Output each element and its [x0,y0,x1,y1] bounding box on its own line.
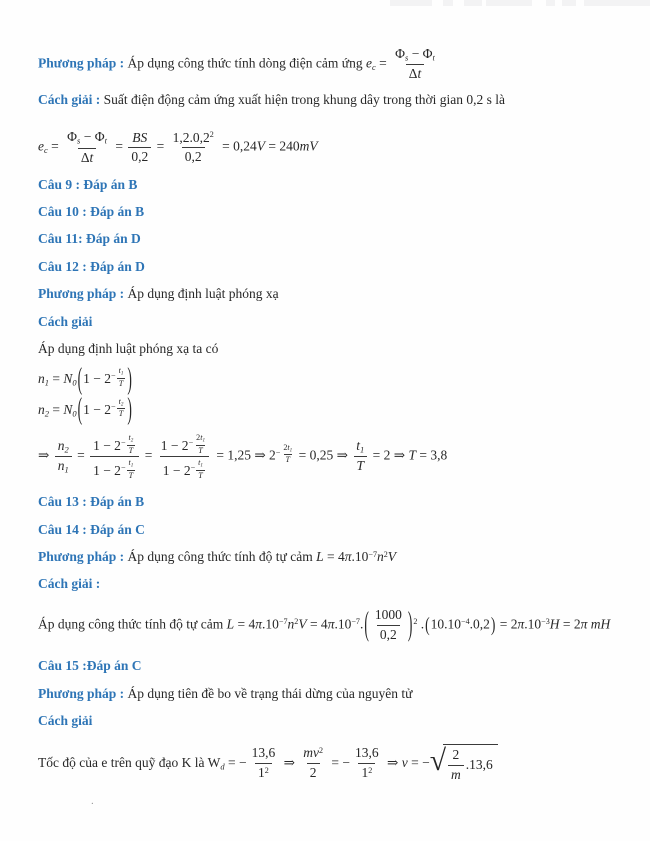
text-run: . [359,616,364,632]
math-variable: mV [299,139,318,155]
fraction [372,607,405,644]
answer-q9-line [38,175,626,196]
subscript: 1 [44,378,49,389]
heading-label: Cách giải : [38,576,101,592]
superscript: −3 [541,617,550,627]
subscript: 1 [360,444,365,455]
text-run: = − [224,754,247,770]
heading-label: Phương pháp : [38,549,125,565]
text-run: 10.10 [430,616,461,632]
fraction [352,745,382,782]
math-variable: e [365,55,372,71]
text-run: ⇒ [383,754,402,770]
text-run: = [375,55,391,71]
text-run: 1,2.0,2 [172,129,210,145]
fraction [117,366,126,388]
superscript: 2 [368,765,373,775]
superscript [191,458,206,480]
text-run: = 2 ⇒ [369,447,409,463]
subscript: c [44,145,48,156]
math-variable: V [387,549,397,565]
fraction [55,438,72,475]
subscript: 1 [64,464,69,475]
text-run: = − [407,754,430,770]
fraction-denominator [284,454,293,464]
subscript: 1 [202,437,205,444]
text-run: = [73,447,89,463]
math-variable: n [377,549,384,565]
heading-label: Câu 15 :Đáp án C [38,658,142,674]
text-run: − [111,372,116,382]
fraction-denominator [78,148,96,167]
subscript: d [220,761,225,772]
superscript: −7 [351,617,360,627]
subscript: 2 [130,437,134,444]
text-run: = 240 [265,139,300,155]
fraction [127,433,136,455]
radicand [443,744,498,784]
fraction-denominator [127,470,136,480]
text-run: .10 [334,616,352,632]
fraction-denominator [196,470,205,480]
text-run: 2 [196,433,201,443]
heading-label: Câu 11: Đáp án D [38,231,141,247]
fraction [64,129,110,166]
text-run: 1 − 2 [160,438,189,454]
math-variable: T [198,445,203,455]
fraction [448,747,464,784]
heading-label: Phương pháp : [38,685,125,701]
fraction-numerator [300,745,326,763]
answer-q12-line [38,257,626,278]
text-run: 1 − 2 [83,402,112,418]
radical-sign: √ [429,744,446,777]
fraction-denominator [117,408,126,418]
text-run: Φ [67,129,78,145]
math-variable: T [408,447,416,463]
fraction-numerator [127,433,136,444]
superscript: 2 [264,765,269,775]
fraction-numerator [55,438,72,456]
fraction-denominator [358,763,375,782]
fraction [128,130,151,167]
open-paren: ( [77,391,83,426]
text-run: 1 − 2 [162,463,191,479]
method-q8-line [38,46,626,83]
fraction-denominator [196,445,205,455]
math-variable: m [451,766,461,782]
fraction-numerator [170,130,217,148]
fraction-denominator [55,456,72,475]
superscript [189,433,208,455]
heading-label: Câu 14 : Đáp án C [38,521,145,537]
scan-artifact [443,0,453,6]
close-paren: ) [127,391,132,426]
math-variable: L [316,549,324,565]
text-run: − [120,463,126,473]
emf-formula-line [38,129,626,166]
text-run: 0,2 [184,149,202,165]
fraction [127,458,136,480]
superscript [276,443,295,465]
method-q15-line [38,684,626,705]
text-run: 2 [283,442,288,452]
text-run: − [111,402,116,412]
fraction [196,458,205,480]
math-variable: N [63,371,73,387]
subscript: 2 [44,408,49,419]
method-q14-line [38,547,626,568]
text-run: = 1,25 ⇒ 2 [212,447,276,463]
superscript: 2 [294,617,299,627]
subscript: s [405,52,409,63]
text-run: Áp dụng tiên đề bo về trạng thái dừng của nguyên tử [124,685,413,701]
text-run: 0,2 [131,149,149,165]
math-variable: n [287,616,295,632]
fraction-numerator [194,433,207,444]
solution-q8-line [38,90,626,111]
math-variable: n [38,402,45,418]
fraction [392,46,438,83]
fraction-denominator [160,456,209,480]
math-variable: t [118,366,121,376]
math-variable: N [63,402,73,418]
text-run: = 4 [323,549,345,565]
text-run: .10 [262,616,279,632]
superscript [111,397,126,419]
subscript: c [371,62,376,73]
fraction [158,433,211,480]
math-variable: V [298,616,307,632]
fraction [170,130,217,167]
math-variable: t [200,433,203,443]
text-run: Φ [395,46,405,61]
close-paren: ) [407,604,413,642]
subscript: s [77,136,81,147]
text-run: 1000 [374,607,402,623]
fraction-numerator [117,366,126,377]
fraction-denominator [128,147,151,166]
math-variable: mv [303,745,319,761]
text-run: = [47,139,63,155]
text-run: .13,6 [465,756,493,772]
open-paren: ( [425,612,430,636]
math-variable: T [128,470,134,480]
scan-artifact [584,0,650,6]
fraction-numerator [372,607,405,625]
fraction [249,745,279,782]
math-variable: t [128,458,131,468]
math-variable: n [57,458,65,474]
math-variable: T [118,378,124,388]
text-run: Áp dụng định luật phóng xạ ta có [38,341,219,357]
math-variable: π [344,549,352,565]
superscript: 2 [209,130,214,140]
math-variable: V [256,139,265,155]
text-run: = [49,402,64,418]
text-run: Δ [408,66,418,82]
answer-q13-line [38,492,626,513]
superscript: −4 [461,617,470,627]
math-variable: π [580,616,588,632]
answer-q10-line [38,202,626,223]
superscript: −7 [368,549,377,559]
heading-label: Câu 13 : Đáp án B [38,494,145,510]
text-run: = 2 [496,616,518,632]
solution-heading-q12-line [38,312,626,333]
text-run: = 3,8 [416,447,448,463]
math-variable: n [57,437,65,453]
heading-label: Phương pháp : [38,55,125,71]
text-run: 1 − 2 [83,371,112,387]
superscript: 2 [413,617,418,627]
superscript: 2 [319,745,324,755]
text-run: = [153,139,168,155]
text-run: − [120,438,126,448]
math-variable: T [285,454,291,464]
fraction-numerator [117,397,126,408]
math-variable: t [89,149,94,165]
text-run: = [141,447,156,463]
math-variable: T [128,445,134,455]
math-variable: π [327,616,335,632]
fraction-numerator [127,458,136,469]
subscript: t [432,52,435,63]
open-paren: ( [364,604,369,642]
fraction-numerator [158,433,211,456]
subscript: 1 [130,462,134,469]
fraction-denominator [117,378,126,388]
fraction-denominator [354,456,368,475]
subscript: 2 [64,444,69,455]
document-content [38,46,626,810]
text-run: Áp dụng công thức tính dòng điện cảm ứng [124,55,366,71]
text-run: ⇒ [38,447,53,463]
text-run: − Φ [408,46,433,61]
answer-q14-line [38,520,626,541]
text-run: = [49,371,64,387]
math-variable: T [118,409,124,419]
fraction-numerator [249,745,279,763]
orbit-k-speed-formula-line [38,744,626,784]
method-q12-line [38,284,626,305]
superscript: −7 [278,617,288,627]
answer-q15-line [38,656,626,677]
solution-heading-q15-line [38,711,626,732]
radical [430,744,498,784]
math-variable: t [417,66,422,82]
fraction-denominator [255,763,272,782]
close-paren: ) [490,612,496,636]
text-run: 13,6 [355,745,379,761]
math-variable: BS [132,129,148,145]
text-run: Áp dụng công thức tính độ tự cảm [38,616,227,632]
math-variable: t [128,433,131,443]
fraction-numerator [352,745,382,763]
fraction-numerator [353,438,367,456]
text-run: .10 [524,616,542,632]
text-run: − [190,463,196,473]
close-paren: ) [127,360,132,396]
heading-label: Phương pháp : [38,286,125,302]
fraction-numerator [129,130,150,148]
text-run: − [275,448,281,458]
math-variable: t [118,397,121,407]
fraction-numerator [64,129,110,147]
text-run: Áp dụng công thức tính độ tự cảm [124,549,317,565]
text-run: Suất điện động cảm ứng xuất hiện trong khung dây trong thời gian 0,2 s là [100,91,506,107]
fraction-denominator [127,445,136,455]
text-run: 2 [309,765,317,781]
text-run: Áp dụng định luật phóng xạ [124,286,279,302]
text-run: 2 [452,746,460,762]
math-variable: T [356,458,365,474]
text-run: = [111,139,127,155]
fraction-numerator [90,433,139,456]
text-run: 1 [257,765,265,781]
heading-label: Cách giải [38,313,93,329]
scan-artifact [562,0,576,6]
scan-artifact [464,0,482,6]
fraction [117,397,126,419]
subscript: 1 [289,447,293,454]
fraction [353,438,367,475]
superscript [111,366,126,388]
text-run: = 2 [559,616,581,632]
fraction-numerator [392,46,438,64]
text-run: . [417,616,425,632]
subscript: 2 [120,401,124,408]
text-run: ⇒ [280,754,299,770]
fraction-denominator [182,147,205,166]
text-run: = 0,25 ⇒ [295,447,352,463]
ratio-formula-line [38,433,626,480]
text-run: 13,6 [251,745,276,761]
superscript [121,433,136,455]
fraction-denominator [406,64,424,83]
math-variable: H [549,616,560,632]
fraction [281,443,294,465]
fraction [90,433,139,480]
math-variable: t [356,438,361,454]
text-run: .0,2 [469,616,490,632]
fraction-numerator [281,443,294,454]
text-run: Tốc độ của e trên quỹ đạo K là [38,754,208,770]
n2-formula-line [38,391,626,426]
text-run: = 4 [306,616,328,632]
inductance-formula-line [38,604,626,644]
math-variable: L [226,616,235,632]
math-variable: v [401,754,408,770]
solution-heading-q14-line [38,574,626,595]
stray-mark-line [91,793,626,810]
math-variable: π [517,616,525,632]
fraction [300,745,326,782]
text-run: . [91,794,94,807]
text-run: = − [328,754,351,770]
fraction [194,433,207,455]
fraction-numerator [196,458,205,469]
text-run: 1 − 2 [93,438,121,454]
scan-artifact [390,0,432,6]
math-variable: T [198,470,203,480]
math-variable: π [255,616,263,632]
superscript: 2 [383,549,388,559]
superscript [121,458,136,480]
math-variable: e [38,139,44,155]
heading-label: Câu 12 : Đáp án D [38,258,145,274]
math-variable: t [287,442,290,452]
text-run: 1 − 2 [93,463,121,479]
text-run: − [188,438,194,448]
subscript: t [104,136,107,147]
text-run: Δ [80,149,90,165]
text-run: 1 [361,765,369,781]
answer-q11-line [38,229,626,250]
scan-artifact [486,0,532,6]
fraction-denominator [448,765,464,784]
scan-artifact [546,0,555,6]
open-paren: ( [77,360,83,396]
fraction-denominator [90,456,139,480]
fraction-numerator [450,747,463,765]
math-variable: t [198,458,201,468]
text-run: .10 [351,549,369,565]
heading-label: Câu 10 : Đáp án B [38,203,145,219]
text-run: W [207,754,221,770]
subscript: 1 [200,462,203,469]
fraction-denominator [307,763,320,782]
text-run: 0,2 [379,627,397,643]
text-run: − Φ [80,129,105,145]
math-variable: mH [590,616,611,632]
text-run: = 4 [234,616,256,632]
fraction-denominator [377,625,400,644]
subscript: 1 [120,370,124,377]
subscript: 0 [72,408,77,419]
heading-label: Cách giải : [38,91,101,107]
heading-label: Cách giải [38,712,93,728]
text-run: = 0,24 [218,139,257,155]
heading-label: Câu 9 : Đáp án B [38,176,138,192]
math-variable: n [38,371,45,387]
subscript: 0 [72,378,77,389]
